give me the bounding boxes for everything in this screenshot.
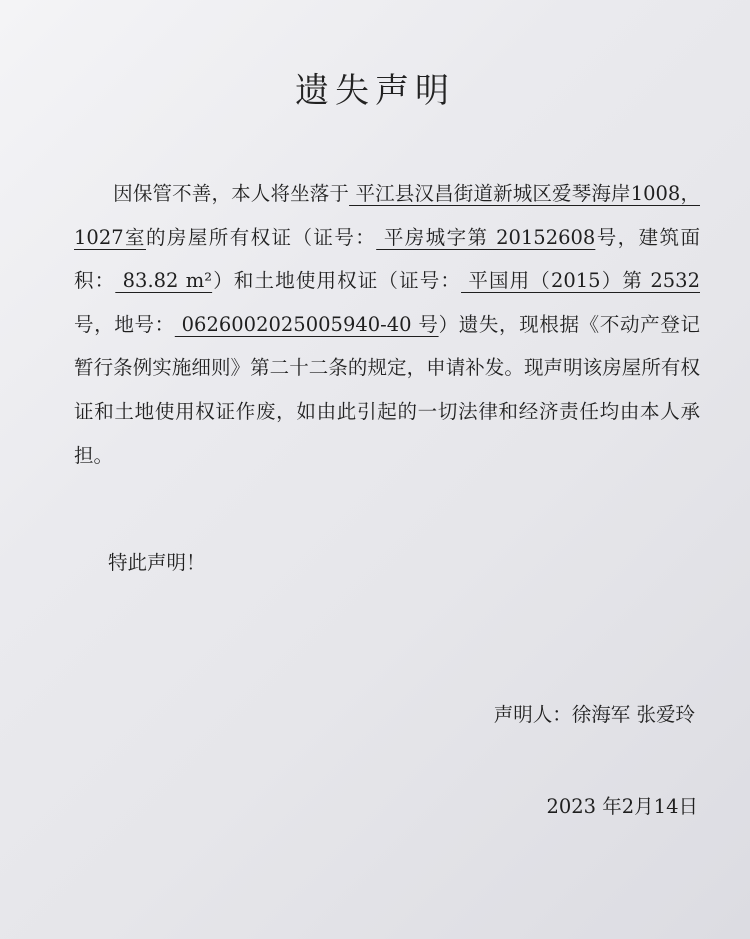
land-certificate-number: 平国用（2015）第 2532 [461, 269, 700, 293]
declaration-body [74, 172, 700, 477]
lot-number: 0626002025005940-40 号 [174, 312, 439, 336]
body-text-land-cert: ）和土地使用权证（证号： [212, 269, 462, 293]
body-text-house-cert: 的房屋所有权证（证号： [145, 225, 377, 249]
building-area: 83.82 m² [115, 269, 213, 293]
property-address: 平江县汉昌街道新城区爱琴海岸1008，1027室 [74, 182, 700, 249]
body-text-conclusion: ）遗失，现根据《不动产登记暂行条例实施细则》第二十二条的规定，申请补发。现声明该房屋所有权证和土地使用权证作废，如由此引起的一切法律和经济责任均由本人承担。 [74, 312, 700, 467]
body-text-intro: 因保管不善，本人将坐落于 [113, 182, 350, 205]
house-certificate-number: 平房城字第 20152608 [376, 225, 596, 249]
body-text-lot: 号，地号： [74, 312, 175, 336]
declarant-signature: 声明人：徐海军 张爱玲 [493, 703, 695, 726]
closing-statement: 特此声明！ [108, 551, 206, 574]
body-text-area: 号，建筑面积： [74, 225, 700, 293]
declaration-date: 2023 年2月14日 [546, 795, 698, 818]
document-title: 遗失声明 [295, 71, 455, 111]
